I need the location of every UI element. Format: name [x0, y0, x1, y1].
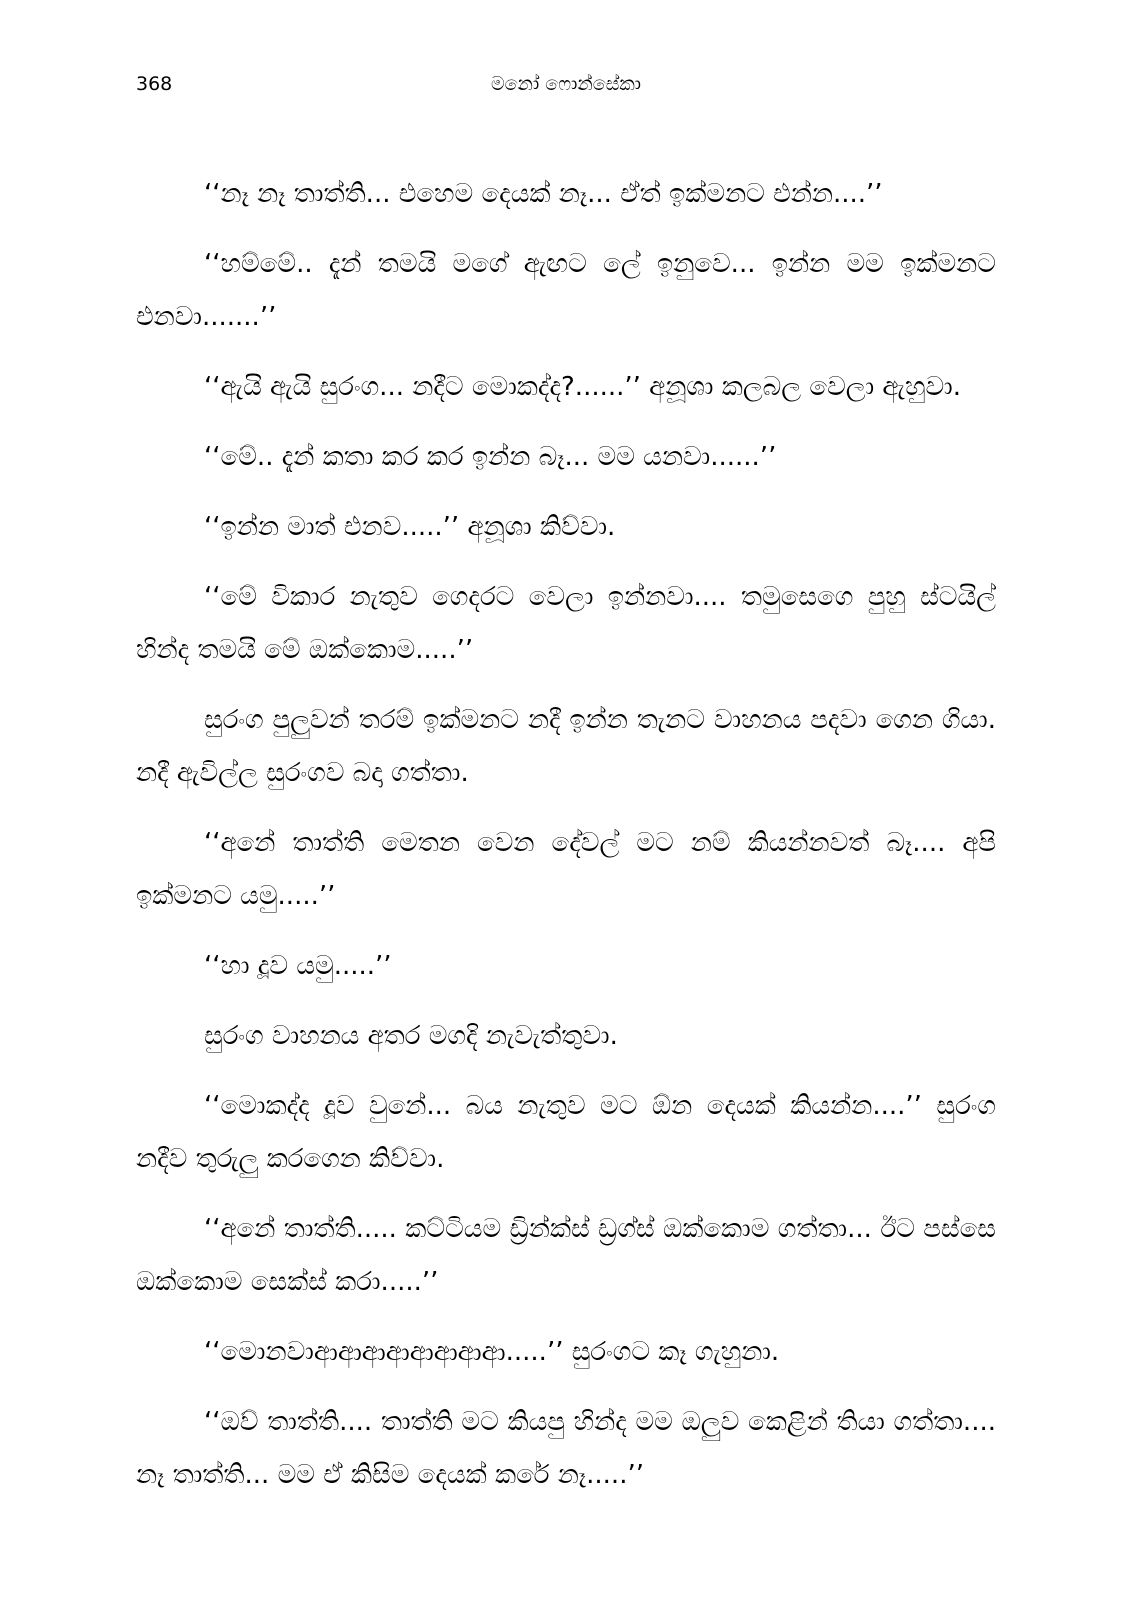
- page-number: 368: [136, 73, 173, 95]
- paragraph: ‘‘මේ.. දැන් කතා කර කර ඉන්න බෑ... මම යනවා......’’: [204, 442, 777, 472]
- paragraph: ‘‘ඇයි ඇයි සුරංග... නදීට මොකද්ද?......’’ අනූශා කලබල වෙලා ඇහුවා.: [204, 372, 961, 402]
- running-title: මනෝ ෆොන්සේකා: [490, 73, 642, 95]
- paragraph: ‘‘ඉන්න මාත් එනව.....’’ අනූශා කිව්වා.: [204, 512, 616, 542]
- paragraph: ‘‘අනේ තාත්ති..... කට්ටියම ඩ්‍රින්ක්ස් ඩ්‍රග්ස් ඔක්කොම ගත්තා... ඊට පස්සෙ ඔක්කොම සෙක්ස් කරා.....’’: [136, 1214, 996, 1297]
- paragraph: ‘‘හම්මේ.. දැන් තමයි මගේ ඇඟට ලේ ඉනුවෙ... ඉන්න මම ඉක්මනට එනවා.......’’: [136, 249, 996, 332]
- page-header: [0, 70, 1132, 102]
- paragraph: ‘‘මොනවාආආආආආආආආ.....’’ සුරංගට කෑ ගැහුනා.: [204, 1337, 780, 1367]
- paragraph: ‘‘නෑ නෑ තාත්ති... එහෙම දෙයක් නෑ... ඒත් ඉක්මනට එන්න....’’: [204, 179, 883, 209]
- paragraph: ‘‘මේ විකාර නැතුව ගෙදරට වෙලා ඉන්නවා.... තමුසෙගෙ පුහු ස්ටයිල් හින්ද තමයි මේ ඔක්කොම.....’’: [136, 582, 996, 665]
- paragraph: සුරංග පුලුවන් තරම් ඉක්මනට නදී ඉන්න තැනට වාහනය පදවා ගෙන ගියා. නදී ඇවිල්ල සුරංගව බදා ගත්තා.: [136, 705, 996, 788]
- body-text: [136, 168, 996, 1519]
- paragraph: ‘‘ඔව් තාත්ති.... තාත්ති මට කියපු හින්ද මම ඔලුව කෙළින් තියා ගත්තා.... නෑ තාත්ති... මම ඒ කිසිම දෙයක් කරේ නෑ.....’’: [136, 1407, 996, 1490]
- paragraph: සුරංග වාහනය අතර මගදි නැවැත්තුවා.: [204, 1021, 618, 1051]
- paragraph: ‘‘අනේ තාත්ති මෙතන වෙන දේවල් මට නම් කියන්නවත් බෑ.... අපි ඉක්මනට යමු.....’’: [136, 828, 996, 911]
- paragraph: ‘‘හා දූව යමු.....’’: [204, 951, 392, 981]
- paragraph: ‘‘මොකද්ද දූව වුනේ... බය නැතුව මට ඕන දෙයක් කියන්න....’’ සුරංග නදීව තුරුලු කරගෙන කිව්වා.: [136, 1091, 996, 1174]
